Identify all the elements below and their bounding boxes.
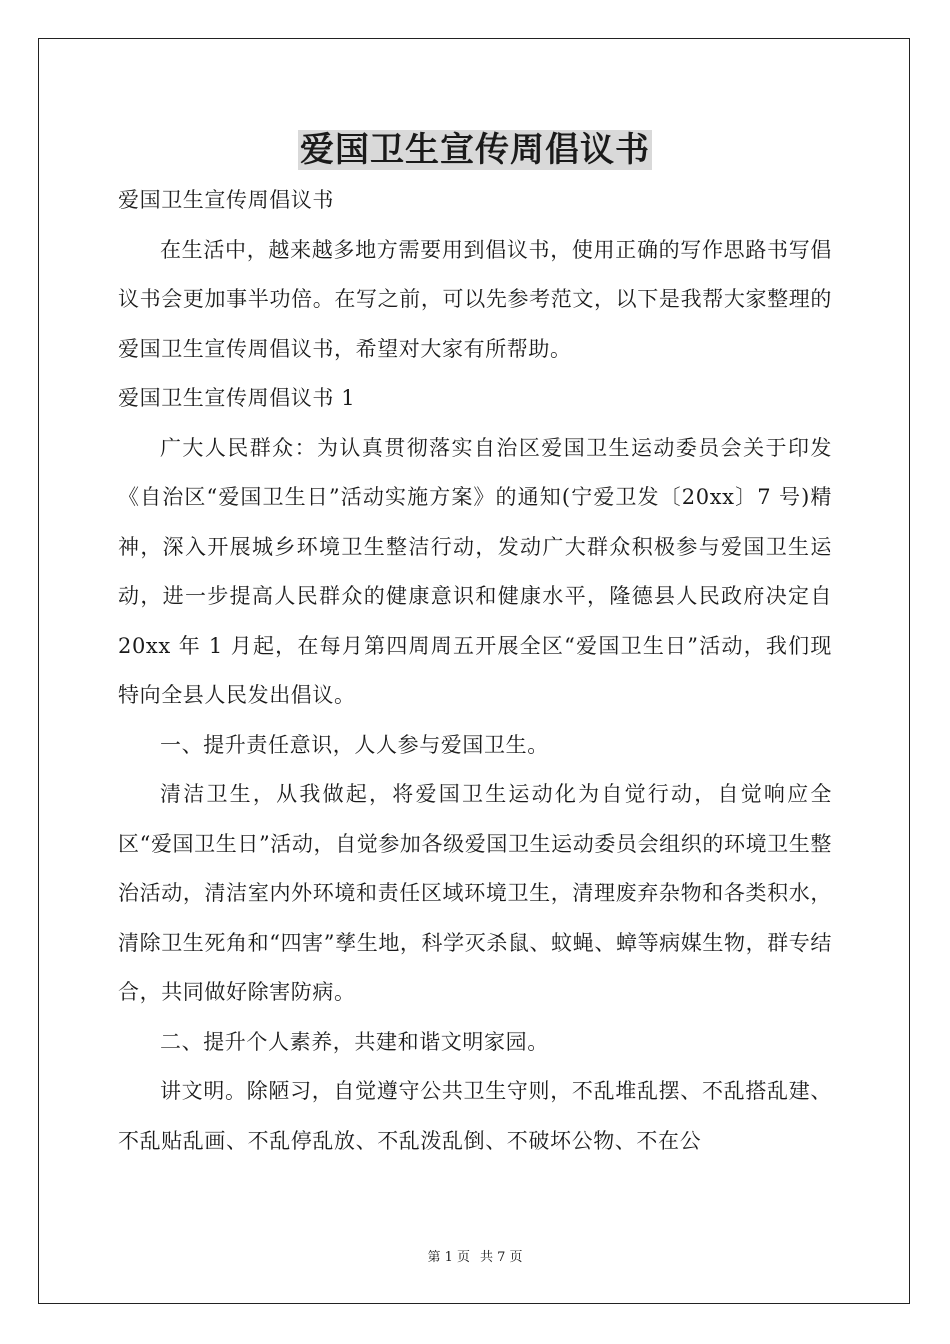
page-total: 共 7 页: [480, 1250, 523, 1265]
paragraph-intro: 在生活中，越来越多地方需要用到倡议书，使用正确的写作思路书写倡议书会更加事半功倍。在写之前，可以先参考范文，以下是我帮大家整理的爱国卫生宣传周倡议书，希望对大家有所帮助。: [118, 237, 832, 361]
document-title: [0, 128, 950, 172]
page-footer: [0, 1249, 950, 1267]
point-heading-2: 二、提升个人素养，共建和谐文明家园。: [160, 1029, 549, 1054]
paragraph-point-1: 清洁卫生，从我做起，将爱国卫生运动化为自觉行动，自觉响应全区“爱国卫生日”活动，自觉参加各级爱国卫生运动委员会组织的环境卫生整治活动，清洁室内外环境和责任区域环境卫生，清理废弃杂物和各类积水，清除卫生死角和“四害”孳生地，科学灭杀鼠、蚊蝇、蟑等病媒生物，群专结合，共同做好除害防病。: [118, 782, 832, 1004]
document-body: [118, 176, 832, 1166]
document-title-text: 爱国卫生宣传周倡议书: [300, 130, 650, 170]
paragraph-point-2: 讲文明。除陋习，自觉遵守公共卫生守则，不乱堆乱摆、不乱搭乱建、不乱贴乱画、不乱停乱放、不乱泼乱倒、不破坏公物、不在公: [118, 1079, 832, 1153]
paragraph-subtitle: 爱国卫生宣传周倡议书: [118, 188, 334, 212]
paragraph-salutation: 广大人民群众：为认真贯彻落实自治区爱国卫生运动委员会关于印发《自治区“爱国卫生日”活动实施方案》的通知(宁爱卫发〔20xx〕7 号)精神，深入开展城乡环境卫生整洁行动，发动广大群众积极参与爱国卫生运动，进一步提高人民群众的健康意识和健康水平，隆德县人民政府决定自 20xx 年 1 月起，在每月第四周周五开展全区“爱国卫生日”活动，我们现特向全县人民发出倡议。: [118, 435, 832, 707]
point-heading-1: 一、提升责任意识，人人参与爱国卫生。: [160, 732, 549, 757]
page-number: 第 1 页: [427, 1250, 470, 1265]
section-heading-1: 爱国卫生宣传周倡议书 1: [118, 386, 356, 410]
